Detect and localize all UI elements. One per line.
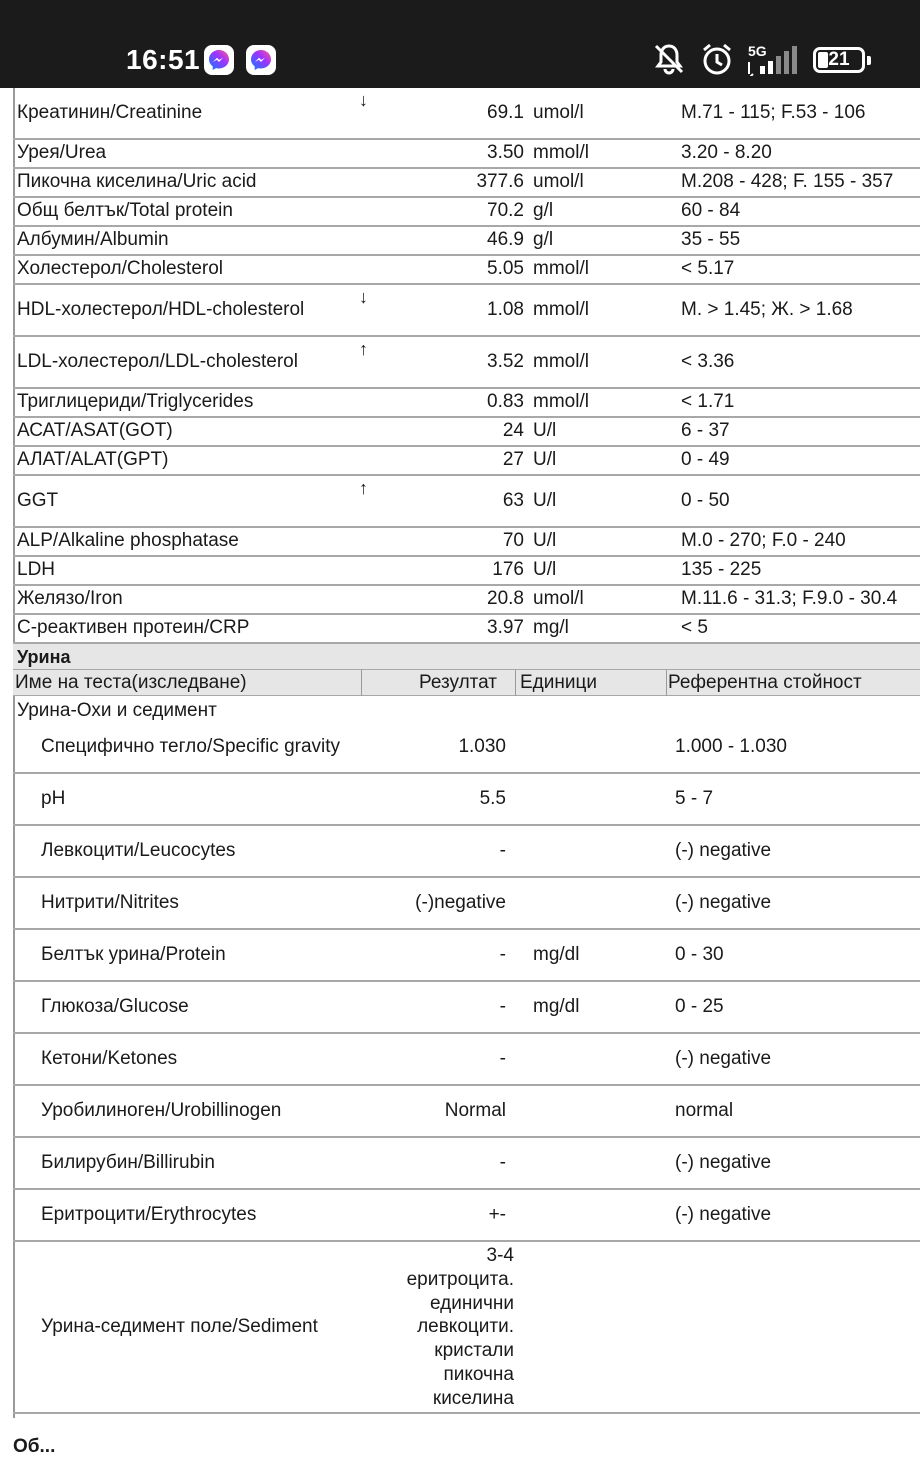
table-row	[13, 389, 920, 418]
table-row	[13, 140, 920, 169]
test-unit: U/l	[533, 449, 557, 470]
test-reference: 0 - 30	[675, 944, 724, 965]
test-reference: 0 - 25	[675, 996, 724, 1017]
test-value: -	[499, 1048, 506, 1069]
table-row	[13, 1190, 920, 1242]
urine-results-table	[13, 722, 920, 1242]
urine-section-title	[13, 644, 920, 670]
test-name: Уробилиноген/Urobillinogen	[41, 1100, 282, 1121]
test-value: 3.50	[487, 142, 524, 163]
test-value: 69.1	[487, 102, 524, 123]
test-unit: mg/l	[533, 617, 569, 638]
lab-report	[13, 88, 920, 1414]
test-unit: U/l	[533, 420, 557, 441]
table-row	[13, 1034, 920, 1086]
test-unit: U/l	[533, 530, 557, 551]
table-row	[13, 198, 920, 227]
test-value: 5.5	[479, 788, 506, 809]
test-reference: 60 - 84	[681, 200, 741, 221]
test-value: 377.6	[476, 171, 524, 192]
test-unit: mmol/l	[533, 142, 589, 163]
test-name: АСАТ/ASAT(GOT)	[17, 420, 173, 441]
test-name: Триглицериди/Triglycerides	[17, 391, 254, 412]
test-reference: M.11.6 - 31.3; F.9.0 - 30.4	[681, 588, 898, 609]
test-reference: (-) negative	[675, 892, 772, 913]
table-row	[13, 169, 920, 198]
test-value: 63	[502, 490, 524, 511]
test-reference: < 5	[681, 617, 708, 638]
blood-results-table	[13, 88, 920, 644]
test-reference: 5 - 7	[675, 788, 714, 809]
test-value: -	[499, 840, 506, 861]
test-unit: mmol/l	[533, 258, 589, 279]
table-row	[13, 88, 920, 140]
test-value: 3.97	[487, 617, 524, 638]
test-value: 70.2	[487, 200, 524, 221]
test-reference: M. > 1.45; Ж. > 1.68	[681, 299, 853, 320]
table-row	[13, 722, 920, 774]
test-value: 0.83	[487, 391, 524, 412]
table-row	[13, 476, 920, 528]
arrow-up-icon: ↑	[359, 478, 368, 498]
test-reference: (-) negative	[675, 1152, 772, 1173]
arrow-down-icon: ↓	[359, 90, 368, 110]
sediment-name: Урина-седимент поле/Sediment	[41, 1316, 318, 1337]
test-name: Кетони/Ketones	[41, 1048, 178, 1069]
test-unit: mg/dl	[533, 944, 580, 965]
table-row	[13, 528, 920, 557]
status-bar	[0, 0, 920, 88]
table-row	[13, 227, 920, 256]
table-row	[13, 1138, 920, 1190]
signal-icon	[746, 46, 802, 76]
test-unit: g/l	[533, 229, 554, 250]
test-reference: 35 - 55	[681, 229, 741, 250]
table-row	[13, 930, 920, 982]
test-reference: M.0 - 270; F.0 - 240	[681, 530, 846, 551]
messenger-icon	[246, 45, 276, 75]
battery-icon	[813, 47, 865, 73]
test-reference: 1.000 - 1.030	[675, 736, 787, 757]
test-reference: normal	[675, 1100, 734, 1121]
sediment-line: еритроцита.	[406, 1268, 514, 1290]
test-reference: M.208 - 428; F. 155 - 357	[681, 171, 894, 192]
test-name: ALP/Alkaline phosphatase	[17, 530, 239, 551]
table-row	[13, 256, 920, 285]
test-name: Билирубин/Billirubin	[41, 1152, 215, 1173]
header-test-name: Име на теста(изследване)	[15, 672, 247, 693]
test-reference: M.71 - 115; F.53 - 106	[681, 102, 866, 123]
group-title-text: Урина-Охи и седимент	[17, 700, 217, 721]
test-value: 46.9	[487, 229, 524, 250]
test-reference: (-) negative	[675, 1048, 772, 1069]
test-reference: (-) negative	[675, 1204, 772, 1225]
urine-table-header	[13, 670, 920, 696]
table-row	[13, 586, 920, 615]
test-name: pH	[41, 788, 66, 809]
table-row	[13, 878, 920, 930]
test-name: Желязо/Iron	[17, 588, 123, 609]
test-unit: umol/l	[533, 171, 584, 192]
sediment-line: пикочна	[443, 1363, 514, 1385]
header-reference: Референтна стойност	[668, 672, 862, 693]
test-value: 1.030	[458, 736, 506, 757]
test-name: С-реактивен протеин/CRP	[17, 617, 250, 638]
table-row	[13, 447, 920, 476]
test-name: HDL-холестерол/HDL-cholesterol	[17, 299, 305, 320]
test-value: 176	[492, 559, 524, 580]
sediment-result	[407, 1244, 514, 1411]
test-reference: < 5.17	[681, 258, 735, 279]
test-reference: 3.20 - 8.20	[681, 142, 772, 163]
sediment-line: единични	[430, 1292, 514, 1314]
table-row	[13, 1086, 920, 1138]
arrow-up-icon: ↑	[359, 339, 368, 359]
test-name: Креатинин/Creatinine	[17, 102, 203, 123]
table-row	[13, 615, 920, 644]
test-name: Еритроцити/Erythrocytes	[41, 1204, 257, 1225]
test-reference: < 3.36	[681, 351, 735, 372]
section-title-text: Урина	[17, 647, 71, 667]
test-reference: 0 - 50	[681, 490, 730, 511]
test-value: 27	[502, 449, 524, 470]
test-value: -	[499, 996, 506, 1017]
table-row	[13, 418, 920, 447]
sediment-row	[13, 1242, 920, 1414]
test-value: 24	[502, 420, 524, 441]
test-value: Normal	[444, 1100, 506, 1121]
test-value: 70	[502, 530, 524, 551]
test-unit: mmol/l	[533, 391, 589, 412]
test-unit: mg/dl	[533, 996, 580, 1017]
test-reference: (-) negative	[675, 840, 772, 861]
test-name: Урея/Urea	[17, 142, 107, 163]
test-value: 20.8	[487, 588, 524, 609]
table-row	[13, 285, 920, 337]
test-name: АЛАТ/ALAT(GPT)	[17, 449, 169, 470]
test-value: 1.08	[487, 299, 524, 320]
table-row	[13, 337, 920, 389]
test-unit: U/l	[533, 559, 557, 580]
test-unit: g/l	[533, 200, 554, 221]
test-unit: umol/l	[533, 102, 584, 123]
test-reference: 6 - 37	[681, 420, 730, 441]
test-reference: 135 - 225	[681, 559, 762, 580]
test-name: Общ белтък/Total protein	[17, 200, 233, 221]
test-unit: U/l	[533, 490, 557, 511]
mute-icon	[650, 40, 688, 78]
clock: 16:51	[126, 44, 201, 75]
test-value: -	[499, 944, 506, 965]
sediment-line: кристали	[434, 1340, 514, 1362]
test-name: GGT	[17, 490, 59, 511]
test-name: LDH	[17, 559, 56, 580]
header-units: Единици	[520, 672, 597, 693]
test-value: (-)negative	[415, 892, 506, 913]
table-row	[13, 774, 920, 826]
test-value: -	[499, 1152, 506, 1173]
test-value: 5.05	[487, 258, 524, 279]
test-value: +-	[488, 1204, 506, 1225]
sediment-line: 3-4	[486, 1245, 514, 1266]
table-row	[13, 557, 920, 586]
urine-group-title	[13, 696, 920, 722]
battery-level: 21	[828, 49, 850, 70]
messenger-icon	[204, 45, 234, 75]
header-result: Резултат	[419, 672, 497, 693]
test-name: Белтък урина/Protein	[41, 944, 226, 965]
test-name: LDL-холестерол/LDL-cholesterol	[17, 351, 298, 372]
test-name: Глюкоза/Glucose	[41, 996, 189, 1017]
sediment-line: киселина	[432, 1387, 514, 1409]
table-row	[13, 826, 920, 878]
sediment-line: левкоцити.	[417, 1316, 514, 1338]
test-reference: 0 - 49	[681, 449, 730, 470]
footer-text: Об...	[13, 1436, 56, 1457]
test-reference: < 1.71	[681, 391, 735, 412]
test-unit: umol/l	[533, 588, 584, 609]
test-name: Нитрити/Nitrites	[41, 892, 179, 913]
test-name: Пикочна киселина/Uric acid	[17, 171, 257, 192]
network-label: 5G	[748, 43, 767, 59]
test-unit: mmol/l	[533, 299, 589, 320]
test-value: 3.52	[487, 351, 524, 372]
test-name: Холестерол/Cholesterol	[17, 258, 224, 279]
table-row	[13, 982, 920, 1034]
test-name: Албумин/Albumin	[17, 229, 169, 250]
arrow-down-icon: ↓	[359, 287, 368, 307]
test-name: Левкоцити/Leucocytes	[41, 840, 236, 861]
test-unit: mmol/l	[533, 351, 589, 372]
test-name: Специфично тегло/Specific gravity	[41, 736, 341, 757]
alarm-icon	[698, 40, 736, 78]
